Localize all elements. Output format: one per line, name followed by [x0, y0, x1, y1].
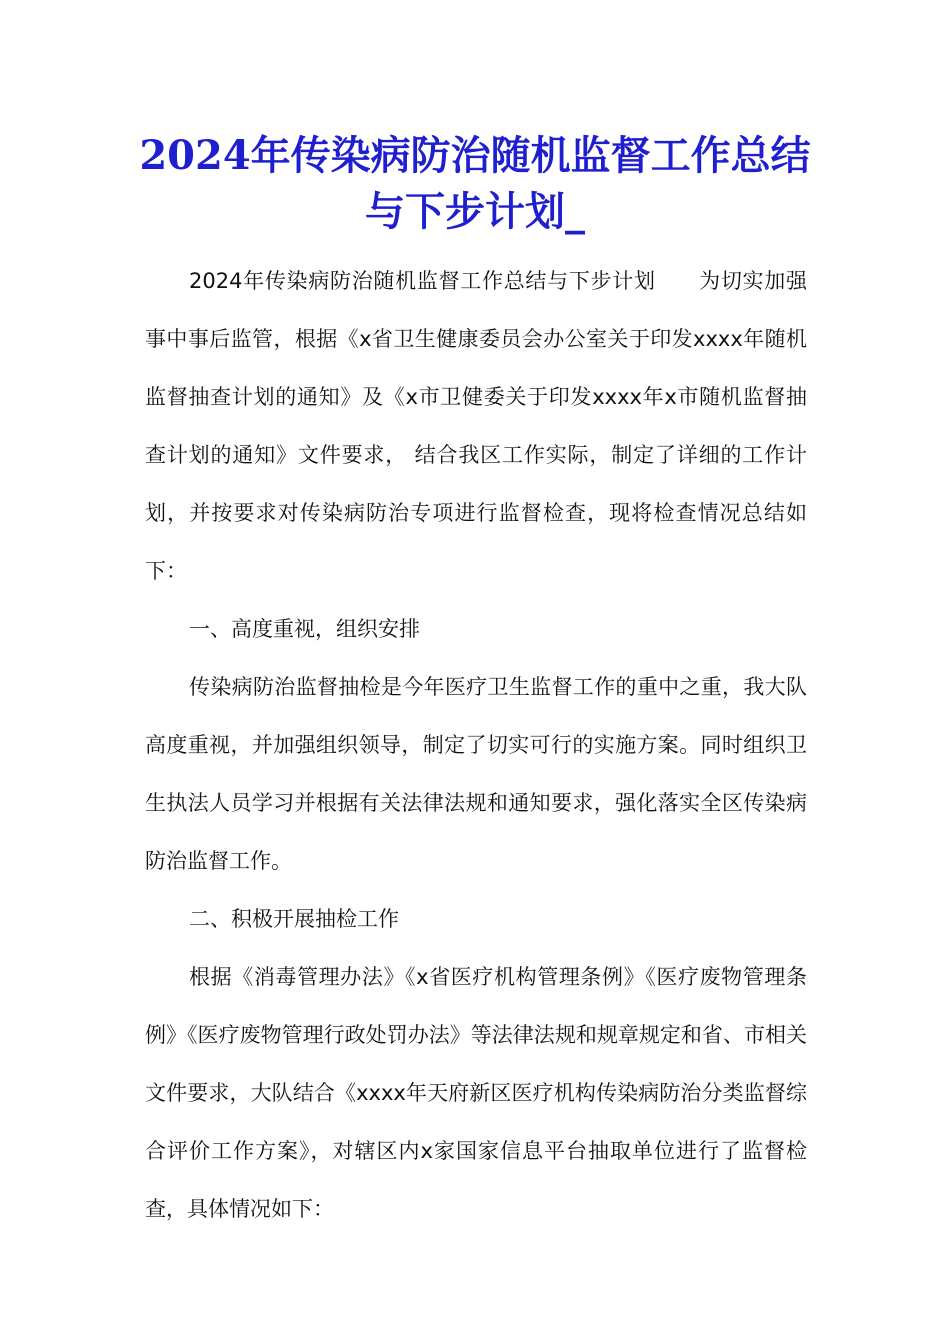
paragraph-intro: 2024年传染病防治随机监督工作总结与下步计划 为切实加强事中事后监管，根据《x省卫生健康委员会办公室关于印发xxxx年随机监督抽查计划的通知》及《x市卫健委关于印发xxxx年x市随机监督抽查计划的通知》文件要求， 结合我区工作实际，制定了详细的工作计划，并按要求对传染病防治专项进行监督检查，现将检查情况总结如下： [145, 269, 807, 583]
section-heading-1: 一、高度重视，组织安排 [189, 617, 420, 641]
paragraph-section-1: 传染病防治监督抽检是今年医疗卫生监督工作的重中之重，我大队高度重视，并加强组织领导，制定了切实可行的实施方案。同时组织卫生执法人员学习并根据有关法律法规和通知要求，强化落实全区传染病防治监督工作。 [145, 675, 807, 873]
paragraph-section-2: 根据《消毒管理办法》《x省医疗机构管理条例》《医疗废物管理条例》《医疗废物管理行政处罚办法》等法律法规和规章规定和省、市相关文件要求，大队结合《xxxx年天府新区医疗机构传染病防治分类监督综合评价工作方案》，对辖区内x家国家信息平台抽取单位进行了监督检查，具体情况如下： [145, 965, 807, 1221]
document-body [145, 252, 807, 1238]
document-title: 2024年传染病防治随机监督工作总结与下步计划_ [139, 132, 811, 235]
section-heading-2: 二、积极开展抽检工作 [189, 907, 399, 931]
